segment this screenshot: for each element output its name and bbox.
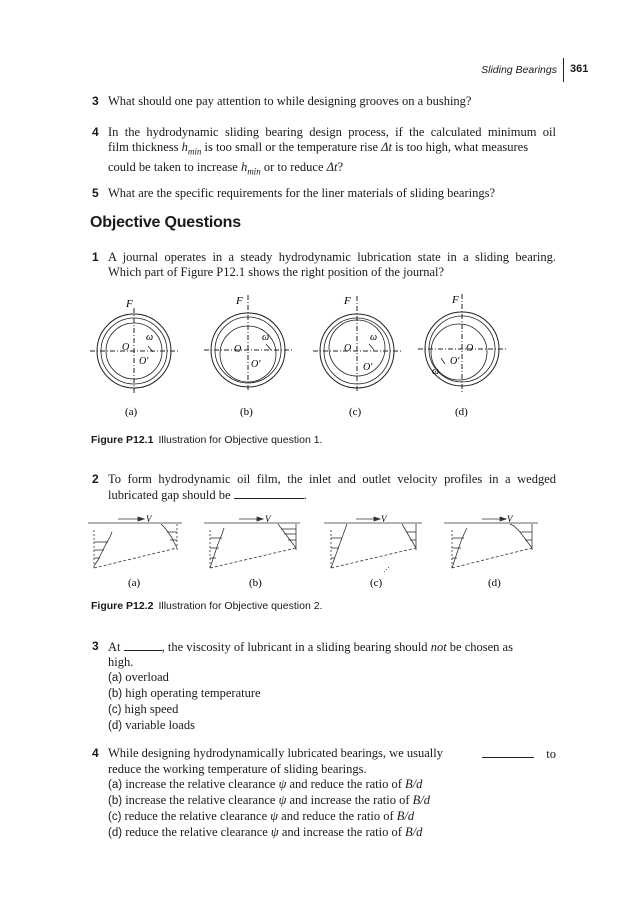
question-number: 2 — [92, 472, 99, 486]
velocity-label: V — [507, 514, 513, 524]
panel-label: (b) — [240, 406, 253, 418]
option-b[interactable]: (b) high operating temperature — [108, 686, 261, 700]
question-text-line-2: reduce the working temperature of sliding bearings. — [108, 762, 367, 776]
velocity-label: V — [265, 514, 271, 524]
omega-label: ω — [146, 332, 154, 343]
question-text-line-1: At , the viscosity of lubricant in a sliding bearing should not be chosen as — [108, 640, 513, 654]
figure1-panel-d — [418, 294, 506, 392]
center-o-prime-label: O′ — [139, 356, 149, 367]
omega-label: ω — [432, 366, 440, 377]
question-text-line-1: To form hydrodynamic oil film, the inlet and outlet velocity profiles in a wedged — [108, 472, 556, 486]
option-d[interactable]: (d) variable loads — [108, 718, 195, 732]
question-4-subjective — [92, 125, 556, 179]
figure2-panel-b — [204, 517, 300, 570]
question-text-line-1: In the hydrodynamic sliding bearing design process, if the calculated minimum oil — [108, 125, 556, 139]
question-text-line-1: While designing hydrodynamically lubricated bearings, we usually to — [108, 746, 556, 761]
force-label: F — [126, 298, 133, 310]
figure1-panel-c — [313, 296, 401, 392]
question-text-line-3: could be taken to increase $h_{min}$ or to reduce Δt? — [108, 159, 344, 176]
header-divider — [563, 58, 564, 82]
center-o-label: O — [122, 342, 130, 353]
figure1-panel-b — [204, 295, 292, 392]
question-number: 1 — [92, 250, 99, 264]
question-text-line-2: high. — [108, 655, 134, 669]
option-a[interactable]: (a) increase the relative clearance ψ and reduce the ratio of B/d — [108, 777, 423, 791]
page-number: 361 — [570, 63, 589, 75]
question-number: 4 — [92, 125, 99, 139]
answer-blank — [482, 746, 534, 758]
option-d[interactable]: (d) reduce the relative clearance ψ and increase the ratio of B/d — [108, 825, 423, 839]
section-heading: Objective Questions — [90, 214, 241, 231]
center-o-label: O — [234, 344, 242, 355]
answer-blank — [124, 639, 162, 651]
panel-label: (d) — [455, 406, 468, 418]
center-o-prime-label: O′ — [251, 359, 261, 370]
question-text-line-2: lubricated gap should be . — [108, 488, 307, 502]
figure2-panel-d — [444, 517, 538, 570]
objective-question-4 — [92, 746, 556, 841]
panel-label: (d) — [488, 577, 501, 589]
option-a[interactable]: (a) overload — [108, 670, 169, 684]
option-c[interactable]: (c) high speed — [108, 702, 179, 716]
figure-p12-2-caption: Figure P12.2 Illustration for Objective question 2. — [91, 600, 323, 612]
question-3-subjective — [92, 94, 556, 109]
center-o-label: O — [466, 343, 474, 354]
question-text-line-1: A journal operates in a steady hydrodynamic lubrication state in a sliding bearing. — [108, 250, 556, 264]
omega-label: ω — [370, 332, 378, 343]
center-o-label: O — [344, 343, 352, 354]
omega-label: ω — [262, 332, 270, 343]
figure-p12-1 — [80, 288, 560, 420]
center-o-prime-label: O′ — [363, 362, 373, 373]
force-label: F — [236, 295, 243, 307]
question-text: What are the specific requirements for the liner materials of sliding bearings? — [108, 186, 495, 200]
question-number: 3 — [92, 94, 99, 108]
panel-label: (b) — [249, 577, 262, 589]
running-title: Sliding Bearings — [481, 64, 557, 76]
figure1-panel-a — [90, 308, 178, 394]
question-number: 3 — [92, 639, 99, 653]
question-number: 4 — [92, 746, 99, 760]
figure2-panel-c — [324, 517, 422, 572]
velocity-label: V — [381, 514, 387, 524]
figure-p12-2 — [84, 510, 554, 592]
panel-label: (a) — [125, 406, 138, 418]
panel-label: (c) — [349, 406, 362, 418]
panel-label: (c) — [370, 577, 383, 589]
option-b[interactable]: (b) increase the relative clearance ψ and increase the ratio of B/d — [108, 793, 431, 807]
question-text-line-2: film thickness $h_{min}$ is too small or the temperature rise Δt is too high, what measures — [108, 140, 529, 157]
question-5-subjective — [92, 186, 556, 201]
figure2-panel-a — [88, 517, 182, 570]
panel-label: (a) — [128, 577, 141, 589]
center-o-prime-label: O′ — [450, 356, 460, 367]
velocity-label: V — [146, 514, 152, 524]
question-text: What should one pay attention to while designing grooves on a bushing? — [108, 94, 472, 108]
figure-p12-1-caption: Figure P12.1 Illustration for Objective question 1. — [91, 434, 323, 446]
force-label: F — [452, 294, 459, 306]
objective-question-1 — [92, 250, 556, 280]
question-text-line-2: Which part of Figure P12.1 shows the right position of the journal? — [108, 265, 445, 279]
question-number: 5 — [92, 186, 99, 200]
objective-question-3 — [92, 639, 556, 734]
running-header — [470, 58, 598, 80]
objective-question-2 — [92, 472, 556, 503]
option-c[interactable]: (c) reduce the relative clearance ψ and reduce the ratio of B/d — [108, 809, 415, 823]
force-label: F — [344, 295, 351, 307]
answer-blank — [234, 487, 304, 499]
